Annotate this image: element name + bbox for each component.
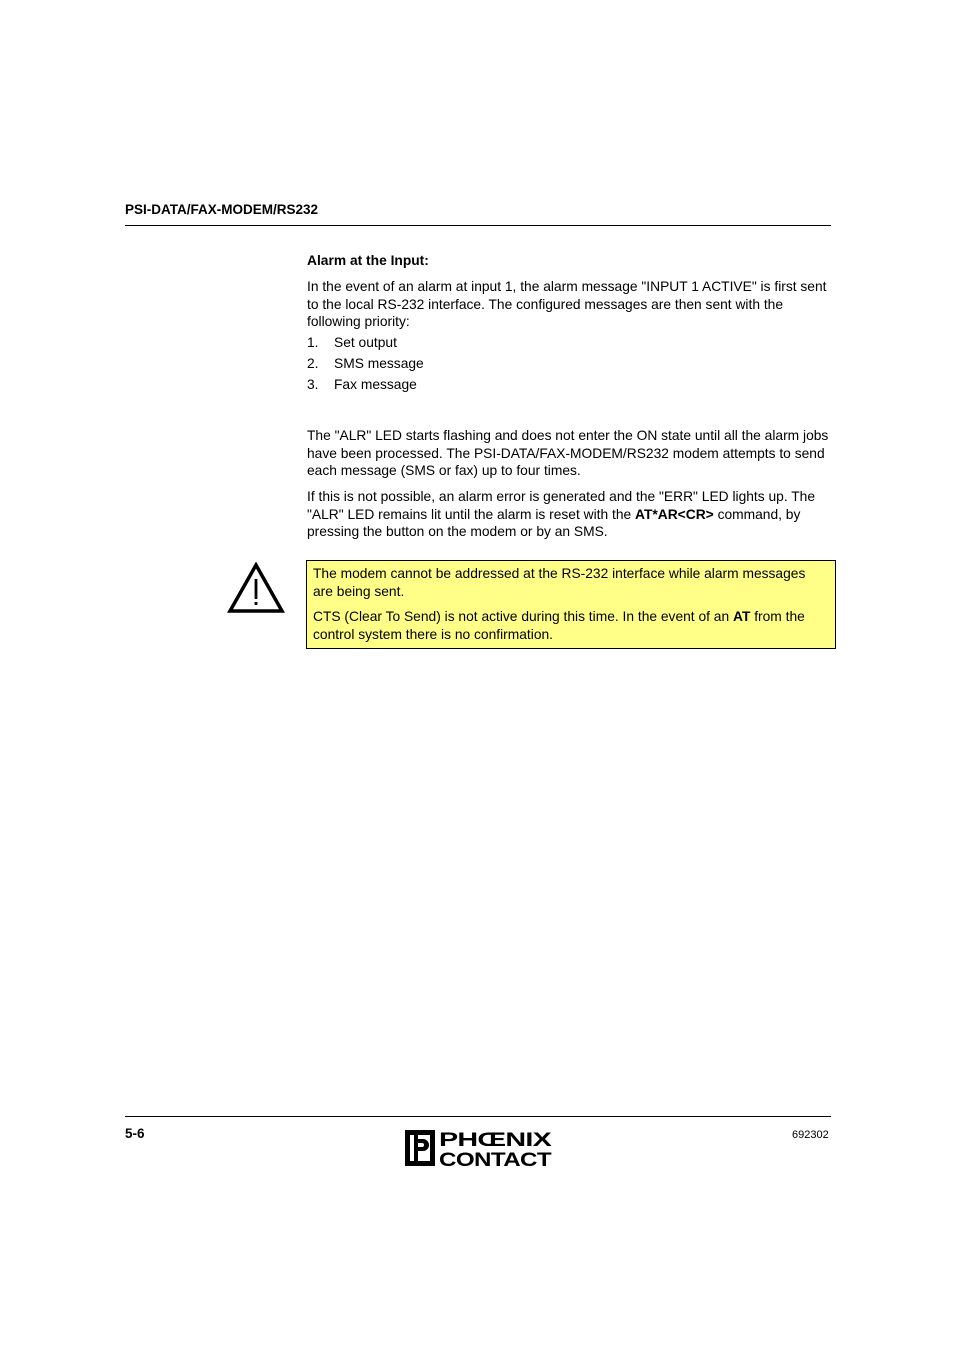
list-item	[307, 355, 424, 376]
note-text-2a: CTS (Clear To Send) is not active during this time. In the event of an	[313, 609, 733, 624]
footer-divider	[125, 1116, 831, 1117]
list-item-number: 1.	[307, 335, 319, 350]
note-text-1: The modem cannot be addressed at the RS-232 interface while alarm messages are being sent.	[313, 566, 806, 599]
running-header: PSI-DATA/FAX-MODEM/RS232	[125, 202, 319, 217]
error-paragraph-text-a: If this is not possible, an alarm error is generated and the "ERR" LED lights up. The "ALR" LED remains lit until the alarm is reset with the	[307, 489, 816, 522]
warning-triangle-icon	[227, 562, 285, 614]
error-paragraph-text-b: command, by pressing the button on the modem or by an SMS.	[307, 506, 801, 540]
note-text-2b: from the control system there is no confirmation.	[313, 609, 805, 642]
page-number: 5-6	[125, 1126, 145, 1141]
note-text-2	[313, 608, 825, 643]
header-divider	[125, 225, 831, 226]
list-item-text: SMS message	[334, 356, 424, 371]
section-title: Alarm at the Input:	[307, 253, 429, 268]
intro-paragraph: In the event of an alarm at input 1, the alarm message "INPUT 1 ACTIVE" is first sent to the local RS-232 interface. The configured messages are then sent with the following priority:	[307, 279, 827, 330]
list-item	[307, 334, 424, 355]
command-code: AT*AR<CR>	[635, 506, 714, 522]
phoenix-contact-logo	[404, 1128, 552, 1168]
document-number: 692302	[792, 1129, 829, 1141]
error-paragraph	[307, 488, 831, 541]
list-item-text: Set output	[334, 335, 397, 350]
list-item	[307, 376, 424, 397]
list-item-number: 2.	[307, 356, 319, 371]
list-item-text: Fax message	[334, 377, 417, 392]
logo-text-1: PHŒNIX	[439, 1130, 552, 1151]
note-box	[306, 560, 836, 649]
led-paragraph: The "ALR" LED starts flashing and does not enter the ON state until all the alarm jobs have been processed. The PSI-DATA/FAX-MODEM/RS232 modem attempts to send each message (SMS or fax) up to four times.	[307, 428, 829, 479]
at-command: AT	[733, 609, 751, 624]
list-item-number: 3.	[307, 377, 319, 392]
logo-text-2: CONTACT	[439, 1150, 552, 1168]
priority-list	[307, 334, 424, 397]
